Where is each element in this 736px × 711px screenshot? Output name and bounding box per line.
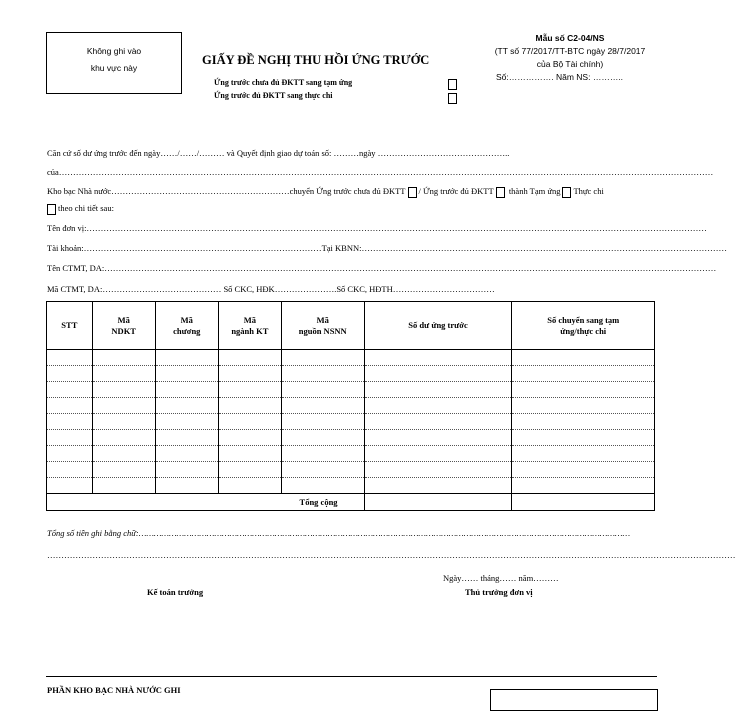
table-cell[interactable] — [92, 350, 155, 366]
amount-in-words-line2: ……………………………………………………………………………………………………………………………………………………………………………………………………………………… — [47, 550, 736, 560]
table-cell[interactable] — [155, 478, 218, 494]
table-cell[interactable] — [512, 478, 655, 494]
form-code: Mẫu số C2-04/NS — [535, 33, 605, 43]
date-line: Ngày…… tháng…… năm……… — [443, 573, 559, 583]
advance-table — [46, 301, 655, 511]
transfer-sufficient-checkbox[interactable] — [496, 187, 505, 198]
table-cell[interactable] — [512, 430, 655, 446]
header-so-chuyen: Số chuyển sang tạm ứng/thực chi — [512, 302, 655, 350]
table-cell[interactable] — [218, 430, 281, 446]
table-cell[interactable] — [155, 462, 218, 478]
table-cell[interactable] — [364, 382, 512, 398]
table-row — [47, 366, 655, 382]
transfer-temporary-text: thành Tạm ứng — [508, 186, 561, 196]
table-cell[interactable] — [512, 398, 655, 414]
program-code-line: Mã CTMT, DA:…………………………………… Số CKC, HĐK………………….Số CKC, HĐTH……………………………… — [47, 284, 495, 294]
total-label — [47, 494, 365, 511]
table-cell[interactable] — [218, 398, 281, 414]
table-cell[interactable] — [281, 398, 364, 414]
table-row — [47, 398, 655, 414]
header-nganh-kt: Mã ngành KT — [218, 302, 281, 350]
table-row — [47, 462, 655, 478]
table-cell[interactable] — [218, 446, 281, 462]
table-cell[interactable] — [512, 462, 655, 478]
reserved-area-line2: khu vực này — [90, 63, 138, 73]
table-cell[interactable] — [92, 382, 155, 398]
form-reference-line1: (TT số 77/2017/TT-BTC ngày 28/7/2017 — [494, 46, 646, 56]
unit-name-line: Tên đơn vị:………………………………………………………………………………………………………………………………………………………………………………………………… — [47, 223, 707, 233]
chief-accountant-label: Kế toán trưởng — [147, 587, 204, 597]
issuer-line: của…………………………………………………………………………………………………………………………………………………………………………………………………………… — [47, 167, 714, 177]
table-cell[interactable] — [364, 446, 512, 462]
table-row — [47, 414, 655, 430]
table-cell[interactable] — [47, 398, 93, 414]
detail-text: theo chi tiết sau: — [58, 203, 114, 213]
table-cell[interactable] — [218, 414, 281, 430]
total-balance-cell[interactable] — [364, 494, 512, 511]
table-cell[interactable] — [92, 462, 155, 478]
treasury-transfer-line — [47, 186, 655, 198]
table-cell[interactable] — [218, 382, 281, 398]
table-cell[interactable] — [512, 366, 655, 382]
table-cell[interactable] — [92, 366, 155, 382]
option-advance-to-actual — [214, 91, 333, 100]
table-cell[interactable] — [47, 462, 93, 478]
account-text: Tài khoản:………………………………………………………………………… — [47, 243, 322, 253]
table-cell[interactable] — [281, 382, 364, 398]
table-row — [47, 350, 655, 366]
table-cell[interactable] — [281, 366, 364, 382]
table-cell[interactable] — [512, 382, 655, 398]
table-cell[interactable] — [47, 350, 93, 366]
table-row — [47, 382, 655, 398]
basis-line: Căn cứ số dư ứng trước đến ngày……/……/……… và Quyết định giao dự toán số: ………ngày ……………………………………….. — [47, 148, 510, 158]
total-transfer-cell[interactable] — [512, 494, 655, 511]
table-cell[interactable] — [364, 462, 512, 478]
table-cell[interactable] — [364, 398, 512, 414]
table-cell[interactable] — [92, 414, 155, 430]
table-header-row — [47, 302, 655, 350]
form-number-line: Số:……………. Năm NS: ……….. — [496, 72, 624, 82]
table-cell[interactable] — [47, 430, 93, 446]
header-nguon-nsnn: Mã nguồn NSNN — [281, 302, 364, 350]
table-cell[interactable] — [512, 414, 655, 430]
table-cell[interactable] — [155, 366, 218, 382]
treasury-transfer-text: Kho bạc Nhà nước………………………………………………………chuyển Ứng trước chưa đủ ĐKTT — [47, 186, 406, 196]
table-cell[interactable] — [47, 382, 93, 398]
table-cell[interactable] — [155, 398, 218, 414]
footer-divider — [46, 676, 657, 677]
table-cell[interactable] — [281, 478, 364, 494]
account-line — [47, 243, 727, 253]
table-row — [47, 478, 655, 494]
table-cell[interactable] — [281, 430, 364, 446]
treasury-at-text: Tại KBNN:………………………………………………………………………………………………………………… — [321, 243, 727, 253]
table-cell[interactable] — [364, 414, 512, 430]
form-reference — [470, 32, 670, 84]
program-name-line: Tên CTMT, DA:……………………………………………………………………………………………………………………………………………………………………………………………… — [47, 263, 717, 273]
table-cell[interactable] — [92, 446, 155, 462]
table-cell[interactable] — [218, 478, 281, 494]
option-advance-to-actual-checkbox[interactable] — [448, 93, 457, 104]
table-cell[interactable] — [155, 350, 218, 366]
transfer-actual-checkbox[interactable] — [47, 204, 56, 215]
unit-head-label: Thủ trưởng đơn vị — [465, 587, 533, 597]
table-row — [47, 430, 655, 446]
table-row — [47, 446, 655, 462]
amount-in-words-line: Tổng số tiền ghi bằng chữ:…………………………………………………………………………………………………………………………………………………………………………… — [47, 528, 631, 538]
table-cell[interactable] — [218, 350, 281, 366]
table-cell[interactable] — [281, 414, 364, 430]
treasury-section-title: PHẦN KHO BẠC NHÀ NƯỚC GHI — [47, 685, 181, 695]
form-title: GIẤY ĐỀ NGHỊ THU HỒI ỨNG TRƯỚC — [202, 53, 430, 67]
total-label-text: Tổng cộng — [299, 497, 338, 507]
table-cell[interactable] — [92, 430, 155, 446]
table-cell[interactable] — [155, 430, 218, 446]
table-cell[interactable] — [364, 478, 512, 494]
table-cell[interactable] — [47, 446, 93, 462]
option-advance-to-temporary-checkbox[interactable] — [448, 79, 457, 90]
header-ndkt: Mã NDKT — [92, 302, 155, 350]
table-total-row — [47, 494, 655, 511]
transfer-temporary-checkbox[interactable] — [562, 187, 571, 198]
table-cell[interactable] — [155, 414, 218, 430]
table-cell[interactable] — [218, 366, 281, 382]
option-advance-to-actual-label: Ứng trước đủ ĐKTT sang thực chi — [214, 91, 333, 100]
form-reference-line2: của Bộ Tài chính) — [536, 59, 604, 69]
detail-line — [47, 203, 655, 215]
table-cell[interactable] — [47, 414, 93, 430]
table-cell[interactable] — [364, 430, 512, 446]
table-cell[interactable] — [512, 446, 655, 462]
table-cell[interactable] — [155, 382, 218, 398]
header-stt: STT — [47, 302, 93, 350]
table-cell[interactable] — [92, 478, 155, 494]
treasury-stamp-box — [490, 689, 658, 711]
transfer-sufficient-text: / Ứng trước đủ ĐKTT — [418, 186, 494, 196]
option-advance-to-temporary — [214, 78, 352, 87]
table-cell[interactable] — [47, 478, 93, 494]
reserved-area-line1: Không ghi vào — [86, 46, 142, 56]
transfer-insufficient-checkbox[interactable] — [408, 187, 417, 198]
table-cell[interactable] — [281, 462, 364, 478]
reserved-area-box — [46, 32, 182, 94]
table-cell[interactable] — [364, 350, 512, 366]
table-cell[interactable] — [364, 366, 512, 382]
header-chuong: Mã chương — [155, 302, 218, 350]
table-cell[interactable] — [155, 446, 218, 462]
table-cell[interactable] — [218, 462, 281, 478]
header-so-du: Số dư ứng trước — [364, 302, 512, 350]
transfer-actual-text: Thực chi — [573, 186, 604, 196]
table-cell[interactable] — [281, 350, 364, 366]
table-cell[interactable] — [281, 446, 364, 462]
table-cell[interactable] — [512, 350, 655, 366]
table-cell[interactable] — [92, 398, 155, 414]
option-advance-to-temporary-label: Ứng trước chưa đủ ĐKTT sang tạm ứng — [214, 78, 353, 87]
table-cell[interactable] — [47, 366, 93, 382]
